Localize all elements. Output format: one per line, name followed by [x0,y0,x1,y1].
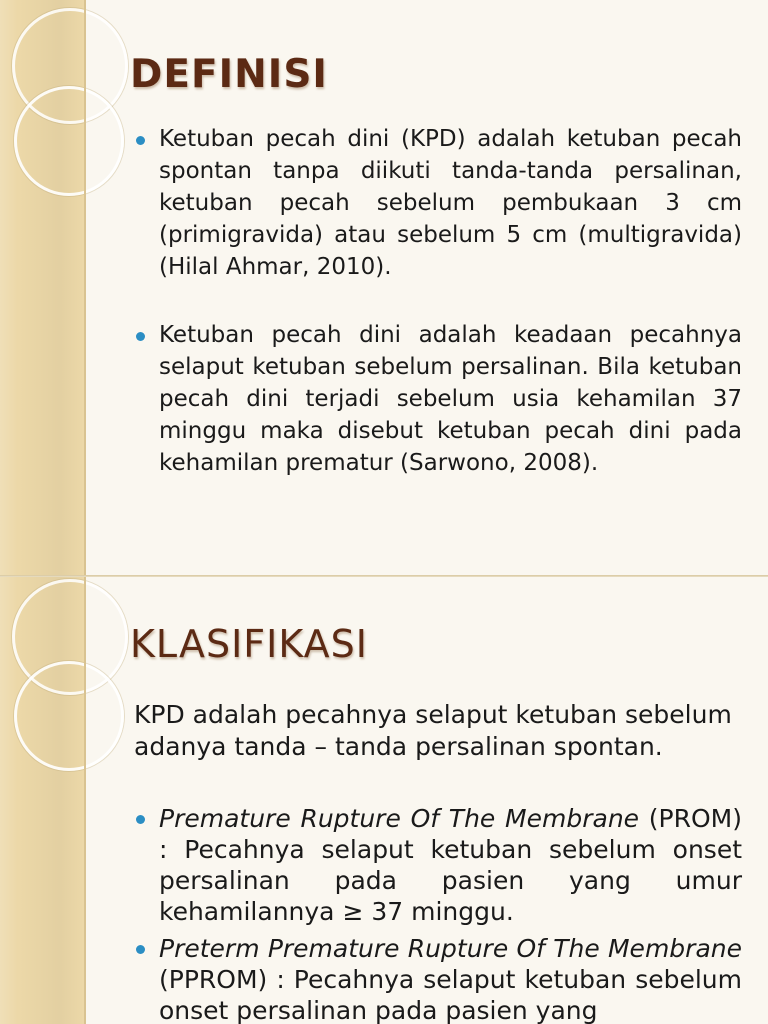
bullet-text: Ketuban pecah dini adalah keadaan pecahnya selaput ketuban sebelum persalinan. Bila ketuban pecah dini terjadi sebelum usia kehamilan 37 minggu maka disebut ketuban pecah dini pada kehamilan prematur (Sarwono, 2008). [159,322,742,476]
list-item [132,319,742,479]
list-item [132,803,742,927]
ring-ornament-icon [14,661,124,771]
slide-title: DEFINISI [130,52,328,97]
bullet-icon [136,332,145,341]
bullet-icon [136,815,145,824]
bullet-term: Premature Rupture Of The Membrane [159,804,640,833]
side-band-edge [84,577,86,1024]
list-item [132,123,742,283]
decorative-side-band [0,0,84,577]
bullet-term: Preterm Premature Rupture Of The Membrane [159,934,742,963]
bullet-icon [136,136,145,145]
bullet-list [132,803,742,1024]
side-band-edge [84,0,86,577]
slide-klasifikasi [0,577,768,1024]
intro-paragraph: KPD adalah pecahnya selaput ketuban sebelum adanya tanda – tanda persalinan spontan. [134,700,732,761]
bullet-text: (PROM) : Pecahnya selaput ketuban sebelum onset persalinan pada pasien yang umur kehamilannya ≥ 37 minggu. [159,804,742,926]
ring-ornament-icon [14,86,124,196]
list-item [132,933,742,1024]
bullet-text: Ketuban pecah dini (KPD) adalah ketuban pecah spontan tanpa diikuti tanda-tanda persalinan, ketuban pecah sebelum pembukaan 3 cm (primigravida) atau sebelum 5 cm (multigravida) (Hilal Ahmar, 2010). [159,126,742,280]
slide-title: KLASIFIKASI [130,622,368,666]
bullet-list [132,123,742,515]
bullet-text: (PPROM) : Pecahnya selaput ketuban sebelum onset persalinan pada pasien yang [159,965,742,1024]
bullet-icon [136,945,145,954]
decorative-side-band [0,577,84,1024]
